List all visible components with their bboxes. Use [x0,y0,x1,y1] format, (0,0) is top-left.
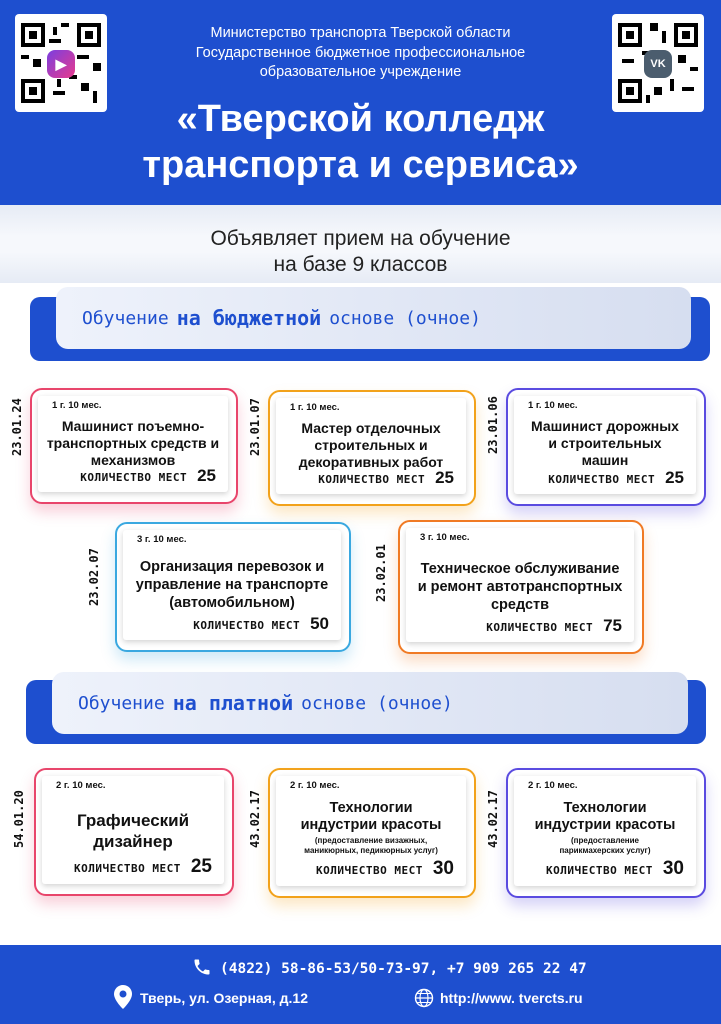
seats-count: 75 [603,616,622,635]
seats-count: 30 [432,858,454,879]
seats-label: КОЛИЧЕСТВО МЕСТ [318,473,426,486]
seats-label: КОЛИЧЕСТВО МЕСТ [548,473,656,486]
title-line: средств [490,597,550,613]
seats-count: 30 [662,858,684,879]
card-duration: 1 г. 10 мес. [528,400,578,411]
card-title [412,560,628,614]
card-body [42,776,224,884]
announcement-line: на базе 9 классов [273,253,448,276]
heading-pre: Обучение [82,307,169,329]
title-line: Организация перевозок и [139,559,325,575]
seats-count: 25 [190,856,212,877]
seats-label: КОЛИЧЕСТВО МЕСТ [74,862,181,875]
ministry-line: Государственное бюджетное профессиональное [195,44,526,61]
subtitle-line: парикмахерских услуг) [559,846,651,855]
heading-emph: на бюджетной [176,306,322,330]
card-seats [74,856,212,878]
title-line: дизайнер [93,832,173,851]
title-line: декоративных работ [298,454,444,470]
footer [0,945,721,1024]
card-duration: 2 г. 10 мес. [528,780,578,791]
title-line: транспортных средств и [46,435,220,451]
program-card[interactable] [87,522,351,652]
card-body [38,396,228,492]
card-body [276,776,466,886]
program-card[interactable] [12,768,234,896]
program-code: 23.01.07 [248,398,262,456]
card-seats [80,466,216,486]
program-code: 54.01.20 [12,790,26,848]
card-seats [546,858,684,880]
title-line: и ремонт автотранспортных [417,579,623,595]
seats-count: 25 [665,468,684,487]
card-title [520,418,690,469]
program-card[interactable] [10,388,238,504]
title-line: (автомобильном) [169,595,295,611]
globe-icon [414,988,434,1008]
program-card[interactable] [486,768,706,898]
vk-icon: VK [644,50,672,78]
seats-count: 25 [435,468,454,487]
seats-count: 50 [310,614,329,633]
program-code: 23.02.07 [87,548,101,606]
card-body [276,398,466,494]
card-title [129,558,335,612]
rutube-icon: ▶ [47,50,75,78]
subtitle-line: маникюрных, педикюрных услуг) [304,846,438,855]
ministry-text [120,24,601,83]
card-title [44,418,222,469]
program-code: 23.02.01 [374,544,388,602]
card-body [514,396,696,494]
card-seats [193,614,329,634]
card-title [282,800,460,834]
title-line: Машинист поъемно- [61,418,205,434]
phone-number[interactable]: (4822) 58-86-53/50-73-97, +7 909 265 22 47 [220,961,587,977]
card-duration: 1 г. 10 мес. [52,400,102,411]
card-title [282,420,460,471]
card-title [48,810,218,852]
seats-label: КОЛИЧЕСТВО МЕСТ [316,864,423,877]
title-line: индустрии красоты [534,817,676,833]
college-title-line: транспорта и сервиса» [142,144,579,186]
heading-emph: на платной [172,691,294,715]
announcement [0,226,721,278]
title-line: Графический [76,811,190,830]
card-body [123,530,341,640]
address: Тверь, ул. Озерная, д.12 [140,990,308,1006]
card-body [406,528,634,642]
program-code: 43.02.17 [248,790,262,848]
heading-pre: Обучение [78,692,165,714]
card-duration: 2 г. 10 мес. [56,780,106,791]
heading-post: основе (очное) [329,307,481,329]
card-seats [548,468,684,488]
seats-label: КОЛИЧЕСТВО МЕСТ [546,864,653,877]
college-title-line: «Тверской колледж [176,98,545,140]
announcement-line: Объявляет прием на обучение [210,227,511,250]
title-line: управление на транспорте [135,577,329,593]
heading-post: основе (очное) [301,692,453,714]
program-card[interactable] [486,388,706,506]
seats-label: КОЛИЧЕСТВО МЕСТ [80,471,188,484]
card-subtitle [518,836,692,856]
program-code: 43.02.17 [486,790,500,848]
program-card[interactable] [374,520,644,654]
program-code: 23.01.24 [10,398,24,456]
card-seats [316,858,454,880]
seats-count: 25 [197,466,216,485]
title-line: индустрии красоты [300,817,442,833]
subtitle-line: (предоставление визажных, [314,836,428,845]
header [0,0,721,205]
title-line: Мастер отделочных [301,420,441,436]
budget-section-heading [56,287,691,349]
card-seats [486,616,622,636]
title-line: и строительных [548,435,662,451]
ministry-line: Министерство транспорта Тверской области [210,25,511,41]
phone-icon [192,957,212,977]
college-title [60,96,661,188]
card-title [520,800,690,834]
title-line: Техническое обслуживание [420,561,620,577]
card-duration: 2 г. 10 мес. [290,780,340,791]
title-line: механизмов [90,452,176,468]
title-line: строительных и [314,437,428,453]
card-seats [318,468,454,488]
program-card[interactable] [248,390,476,506]
ministry-line: образовательное учреждение [259,64,462,80]
seats-label: КОЛИЧЕСТВО МЕСТ [486,621,594,634]
subtitle-line: (предоставление [571,836,639,845]
seats-label: КОЛИЧЕСТВО МЕСТ [193,619,301,632]
program-card[interactable] [248,768,476,898]
title-line: Технологии [329,800,413,816]
card-subtitle [280,836,462,856]
paid-section-heading [52,672,688,734]
card-body [514,776,696,886]
title-line: Машинист дорожных [531,418,679,434]
title-line: машин [581,452,629,468]
title-line: Технологии [563,800,647,816]
card-duration: 1 г. 10 мес. [290,402,340,413]
card-duration: 3 г. 10 мес. [420,532,470,543]
card-duration: 3 г. 10 мес. [137,534,187,545]
program-code: 23.01.06 [486,396,500,454]
location-pin-icon [114,985,132,1009]
website-link[interactable]: http://www. tvercts.ru [440,990,583,1006]
